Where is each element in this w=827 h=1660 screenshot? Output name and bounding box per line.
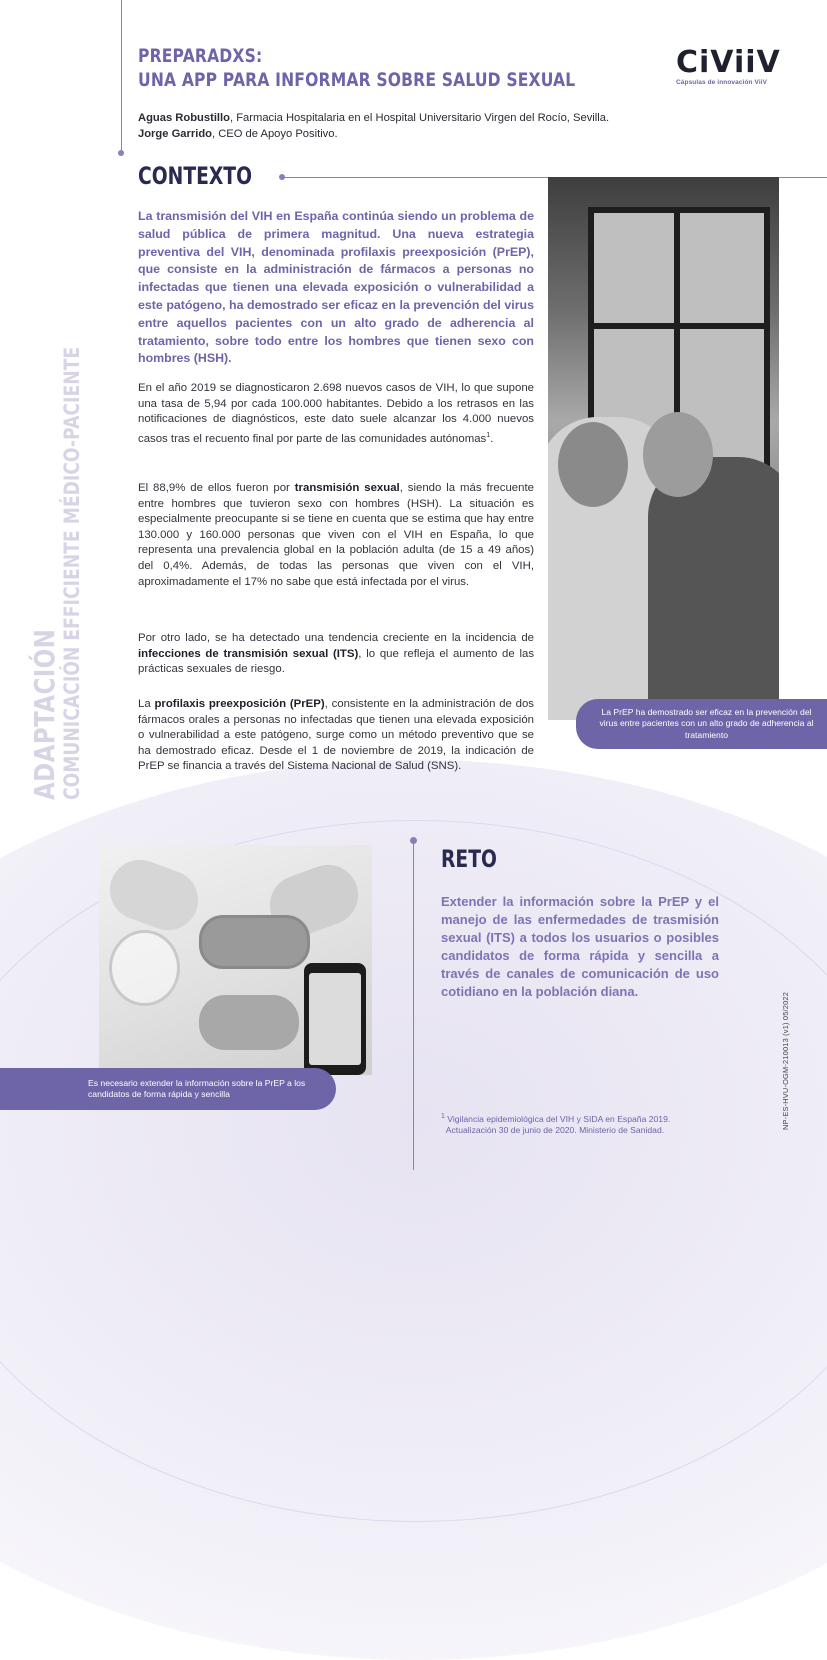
decorative-dot	[410, 837, 417, 844]
authors	[138, 110, 609, 142]
hand	[101, 851, 206, 938]
side-label-2: COMUNICACIÓN EFFICIENTE MÉDICO-PACIENTE	[60, 346, 84, 800]
page-title	[138, 44, 630, 92]
contexto-paragraph-1: En el año 2019 se diagnosticaron 2.698 nuevos casos de VIH, lo que supone una tasa de 5,94 por cada 100.000 habitantes. Debido a los retrasos en las notificaciones de diagnósticos, este dato suele alcanzar los 4.000 nuevos casos tras el recuento final por parte de las comunidades autónomas$^1$.	[138, 382, 534, 445]
side-section-label	[30, 300, 84, 800]
person-2	[648, 457, 779, 720]
title-line-1: PREPARADXS:	[138, 45, 263, 67]
pill-box-lid	[199, 995, 299, 1050]
contexto-paragraph-4: La profilaxis preexposición (PrEP), consistente en la administración de dos fármacos orales a personas no infectadas que tienen una elevada exposición o vulnerabilidad a este patógeno, surge como un método preventivo que se ha demostrado eficaz. Desde el 1 de noviembre de 2019, la indicación de PrEP se financia a través del Sistema Nacional de Salud (SNS).	[138, 698, 534, 773]
contexto-paragraph-3: Por otro lado, se ha detectado una tendencia creciente en la incidencia de infecciones de transmisión sexual (ITS), lo que refleja el aumento de las prácticas sexuales de riesgo.	[138, 632, 535, 676]
decorative-line	[121, 0, 122, 152]
logo-name: CiViiV	[676, 45, 781, 80]
contexto-paragraph-2: El 88,9% de ellos fueron por transmisión sexual, siendo la más frecuente entre hombres que tuvieron sexo con hombres (HSH). La situación es especialmente preocupante si se tiene en cuenta que se estima que hay entre 130.000 y 160.000 personas que viven con el VIH en España, lo que representa una prevalencia global en la población adulta (de 15 a 49 años) del 0,4%. Además, de todas las personas que viven con el VIH, aproximadamente el 17% no sabe que está infectada por el virus.	[138, 482, 534, 588]
person-2-head	[643, 412, 713, 497]
pill-box	[199, 915, 310, 969]
reto-text: Extender la información sobre la PrEP y el manejo de las enfermedades de trasmisión sexual (ITS) a todos los usuarios o posibles candidatos de forma rápida y sencilla a través de canales de comunicación de uso cotidiano en la población diana.	[441, 894, 719, 999]
person-1-head	[558, 422, 628, 507]
reto-heading: RETO	[441, 845, 497, 873]
side-label-1: ADAPTACIÓN	[28, 628, 61, 800]
pills-photo	[99, 845, 372, 1075]
contexto-heading: CONTEXTO	[138, 162, 253, 190]
title-line-2: UNA APP PARA INFORMAR SOBRE SALUD SEXUAL	[138, 69, 576, 91]
couple-photo-caption: La PrEP ha demostrado ser eficaz en la prevención del virus entre pacientes con un alto grado de adherencia al tratamiento	[576, 699, 827, 749]
decorative-dot	[118, 150, 124, 156]
document-code: NP-ES-HVU-OGM-210013 (v1) 05/2022	[781, 991, 790, 1130]
couple-photo	[548, 177, 779, 720]
civiiv-logo	[676, 45, 781, 86]
decorative-dot	[279, 174, 285, 180]
pills-photo-caption: Es necesario extender la información sobre la PrEP a los candidatos de forma rápida y sencilla	[0, 1068, 336, 1110]
logo-subtitle: Cápsulas de innovación ViiV	[676, 79, 768, 86]
author-1: Aguas Robustillo, Farmacia Hospitalaria en el Hospital Universitario Virgen del Rocío, Sevilla.	[138, 112, 610, 124]
water-glass	[109, 930, 180, 1006]
decorative-line	[413, 840, 414, 1170]
author-2: Jorge Garrido, CEO de Apoyo Positivo.	[138, 128, 338, 140]
smartphone	[304, 963, 366, 1075]
phone-screen	[309, 973, 361, 1065]
footnote: $^1$ Vigilancia epidemiológica del VIH y SIDA en España 2019. Actualización 30 de junio de 2020. Ministerio de Sanidad.	[441, 1113, 671, 1135]
contexto-lead: La transmisión del VIH en España continúa siendo un problema de salud pública de primera magnitud. Una nueva estrategia preventiva del VIH, denominada profilaxis preexposición (PrEP), que consiste en la administración de fármacos a personas no infectadas que tienen una elevada exposición o vulnerabilidad a este patógeno, ha demostrado ser eficaz en la prevención del virus entre aquellos pacientes con un alto grado de adherencia al tratamiento, sobre todo entre los hombres que tienen sexo con hombres (HSH).	[138, 209, 534, 366]
